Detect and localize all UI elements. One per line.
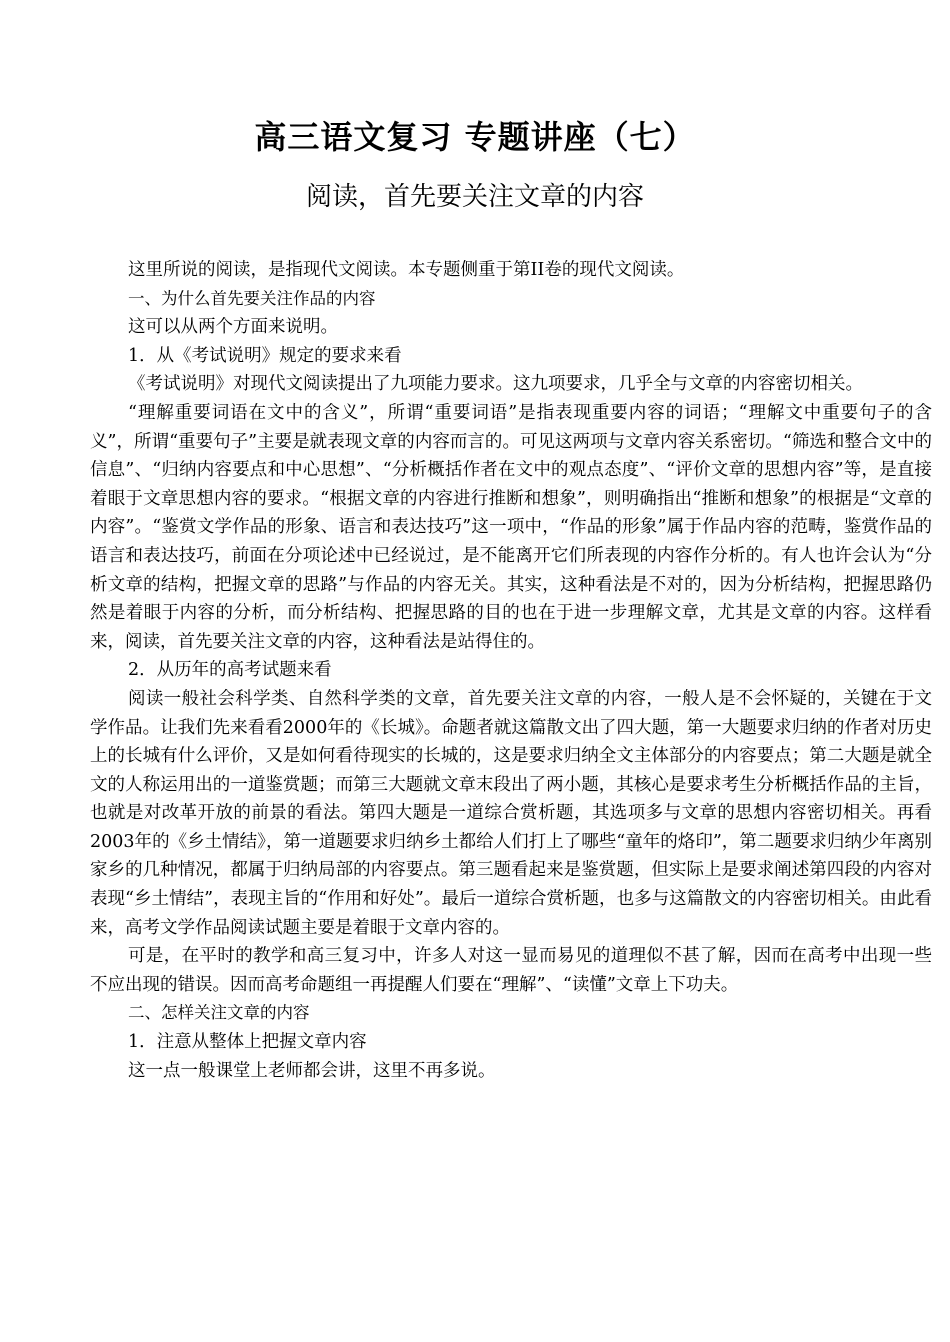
paragraph-intro: 这里所说的阅读，是指现代文阅读。本专题侧重于第II卷的现代文阅读。 [128,260,685,280]
section-heading: 一、为什么首先要关注作品的内容 [128,288,376,308]
section-heading: 二、怎样关注文章的内容 [128,1003,310,1023]
paragraph: 这可以从两个方面来说明。 [128,317,338,338]
page-title: 高三语文复习 专题讲座（七） [254,118,696,156]
paragraph: 《考试说明》对现代文阅读提出了九项能力要求。这九项要求，几乎全与文章的内容密切相关。 [128,374,863,395]
page-subtitle: 阅读，首先要关注文章的内容 [305,182,644,212]
subsection-heading: 1．注意从整体上把握文章内容 [128,1032,367,1053]
subsection-heading: 1．从《考试说明》规定的要求来看 [128,345,402,366]
paragraph: “理解重要词语在文中的含义”，所谓“重要词语”是指表现重要内容的词语；“理解文中重要句子的含义”，所谓“重要句子”主要是就表现文章的内容而言的。可见这两项与文章内容关系密切。“筛选和整合文中的信息”、“归纳内容要点和中心思想”、“分析概括作者在文中的观点态度”、“评价文章的思想内容”等，是直接着眼于文章思想内容的要求。“根据文章的内容进行推断和想象”，则明确指出“推断和想象”的根据是“文章的内容”。“鉴赏文学作品的形象、语言和表达技巧”这一项中，“作品的形象”属于作品内容的范畴，鉴赏作品的语言和表达技巧，前面在分项论述中已经说过，是不能离开它们所表现的内容作分析的。有人也许会认为“分析文章的结构，把握文章的思路”与作品的内容无关。其实，这种看法是不对的，因为分析结构，把握思路仍然是着眼于内容的分析，而分析结构、把握思路的目的也在于进一步理解文章，尤其是文章的内容。这样看来，阅读，首先要关注文章的内容，这种看法是站得住的。 [90,402,932,652]
paragraph: 这一点一般课堂上老师都会讲，这里不再多说。 [128,1060,496,1081]
document-body [90,256,932,1085]
paragraph: 阅读一般社会科学类、自然科学类的文章，首先要关注文章的内容，一般人是不会怀疑的，关键在于文学作品。让我们先来看看2000年的《长城》。命题者就这篇散文出了四大题，第一大题要求归纳的作者对历史上的长城有什么评价，又是如何看待现实的长城的，这是要求归纳全文主体部分的内容要点；第二大题是就全文的人称运用出的一道鉴赏题；而第三大题就文章末段出了两小题，其核心是要求考生分析概括作品的主旨，也就是对改革开放的前景的看法。第四大题是一道综合赏析题，其选项多与文章的思想内容密切相关。再看2003年的《乡土情结》，第一道题要求归纳乡土都给人们打上了哪些“童年的烙印”，第二题要求归纳少年离别家乡的几种情况，都属于归纳局部的内容要点。第三题看起来是鉴赏题，但实际上是要求阐述第四段的内容对表现“乡土情结”，表现主旨的“作用和好处”。最后一道综合赏析题，也多与这篇散文的内容密切相关。由此看来，高考文学作品阅读试题主要是着眼于文章内容的。 [90,688,932,938]
paragraph: 可是，在平时的教学和高三复习中，许多人对这一显而易见的道理似不甚了解，因而在高考中出现一些不应出现的错误。因而高考命题组一再提醒人们要在“理解”、“读懂”文章上下功夫。 [90,946,932,995]
subsection-heading: 2．从历年的高考试题来看 [128,660,332,681]
